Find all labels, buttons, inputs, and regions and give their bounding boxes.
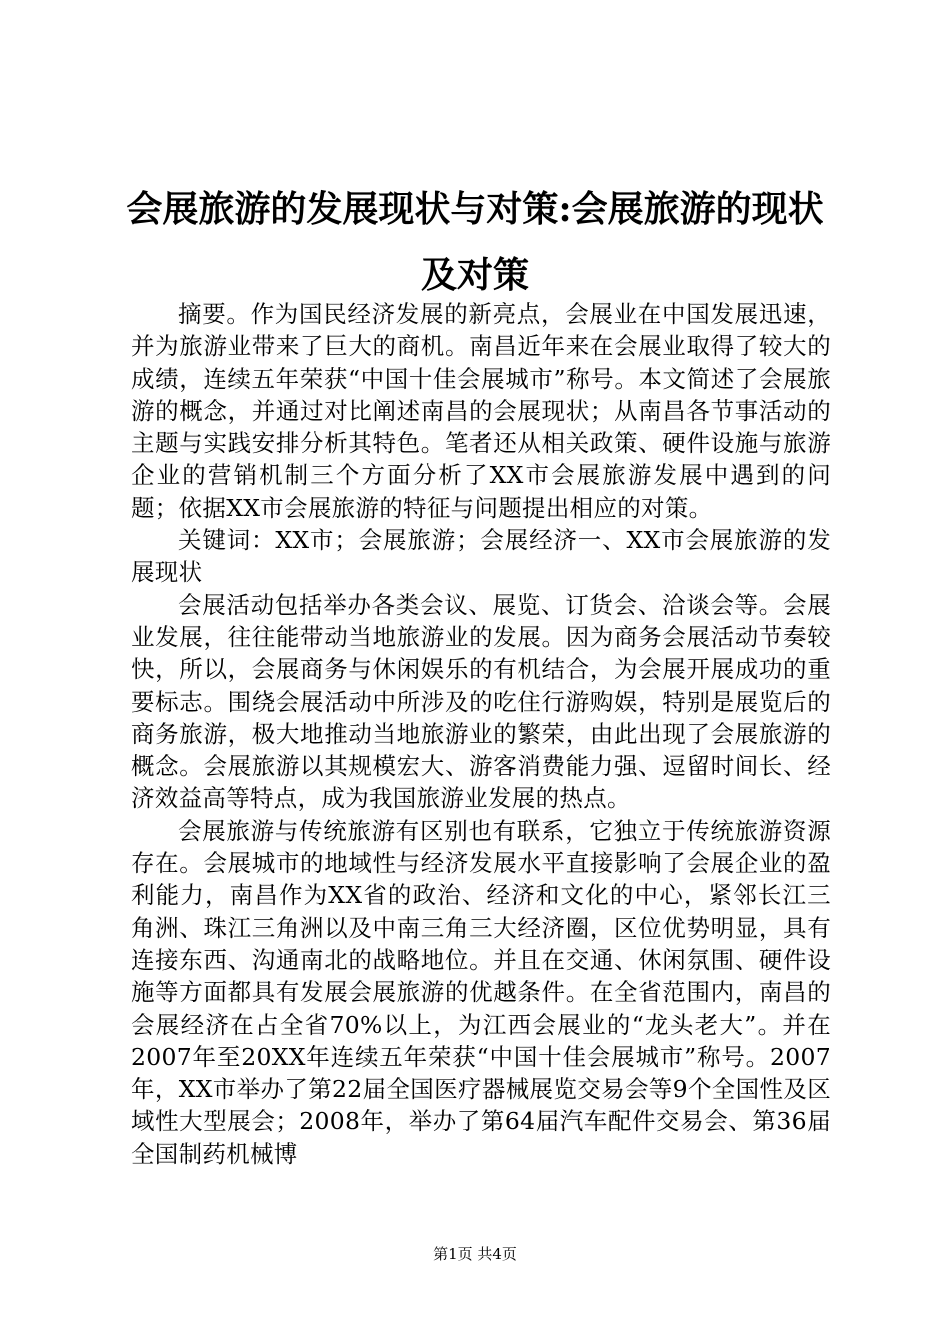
document-body [131,298,831,1170]
page-footer: 第1页 共4页 [433,1245,517,1263]
title-line-2: 及对策 [420,254,529,296]
body-paragraph: 会展旅游与传统旅游有区别也有联系，它独立于传统旅游资源存在。会展城市的地域性与经济发展水平直接影响了会展企业的盈利能力，南昌作为XX省的政治、经济和文化的中心，紧邻长江三角洲、珠江三角洲以及中南三角三大经济圈，区位优势明显，具有连接东西、沟通南北的战略地位。并且在交通、休闲氛围、硬件设施等方面都具有发展会展旅游的优越条件。在全省范围内，南昌的会展经济在占全省70%以上，为江西会展业的“龙头老大”。并在2007年至20XX年连续五年荣获“中国十佳会展城市”称号。2007年，XX市举办了第22届全国医疗器械展览交易会等9个全国性及区域性大型展会；2008年，举办了第64届汽车配件交易会、第36届全国制药机械博 [131,816,831,1168]
body-paragraph: 会展活动包括举办各类会议、展览、订货会、洽谈会等。会展业发展，往往能带动当地旅游业的发展。因为商务会展活动节奏较快，所以，会展商务与休闲娱乐的有机结合，为会展开展成功的重要标志。围绕会展活动中所涉及的吃住行游购娱，特别是展览后的商务旅游，极大地推动当地旅游业的繁荣，由此出现了会展旅游的概念。会展旅游以其规模宏大、游客消费能力强、逗留时间长、经济效益高等特点，成为我国旅游业发展的热点。 [131,590,831,813]
document-title [120,182,830,302]
keywords-paragraph: 关键词：XX市；会展旅游；会展经济一、XX市会展旅游的发展现状 [131,526,831,587]
title-line-1: 会展旅游的发展现状与对策:会展旅游的现状 [126,188,824,230]
abstract-paragraph: 摘要。作为国民经济发展的新亮点，会展业在中国发展迅速，并为旅游业带来了巨大的商机。南昌近年来在会展业取得了较大的成绩，连续五年荣获“中国十佳会展城市”称号。本文简述了会展旅游的概念，并通过对比阐述南昌的会展现状；从南昌各节事活动的主题与实践安排分析其特色。笔者还从相关政策、硬件设施与旅游企业的营销机制三个方面分析了XX市会展旅游发展中遇到的问题；依据XX市会展旅游的特征与问题提出相应的对策。 [131,300,831,522]
